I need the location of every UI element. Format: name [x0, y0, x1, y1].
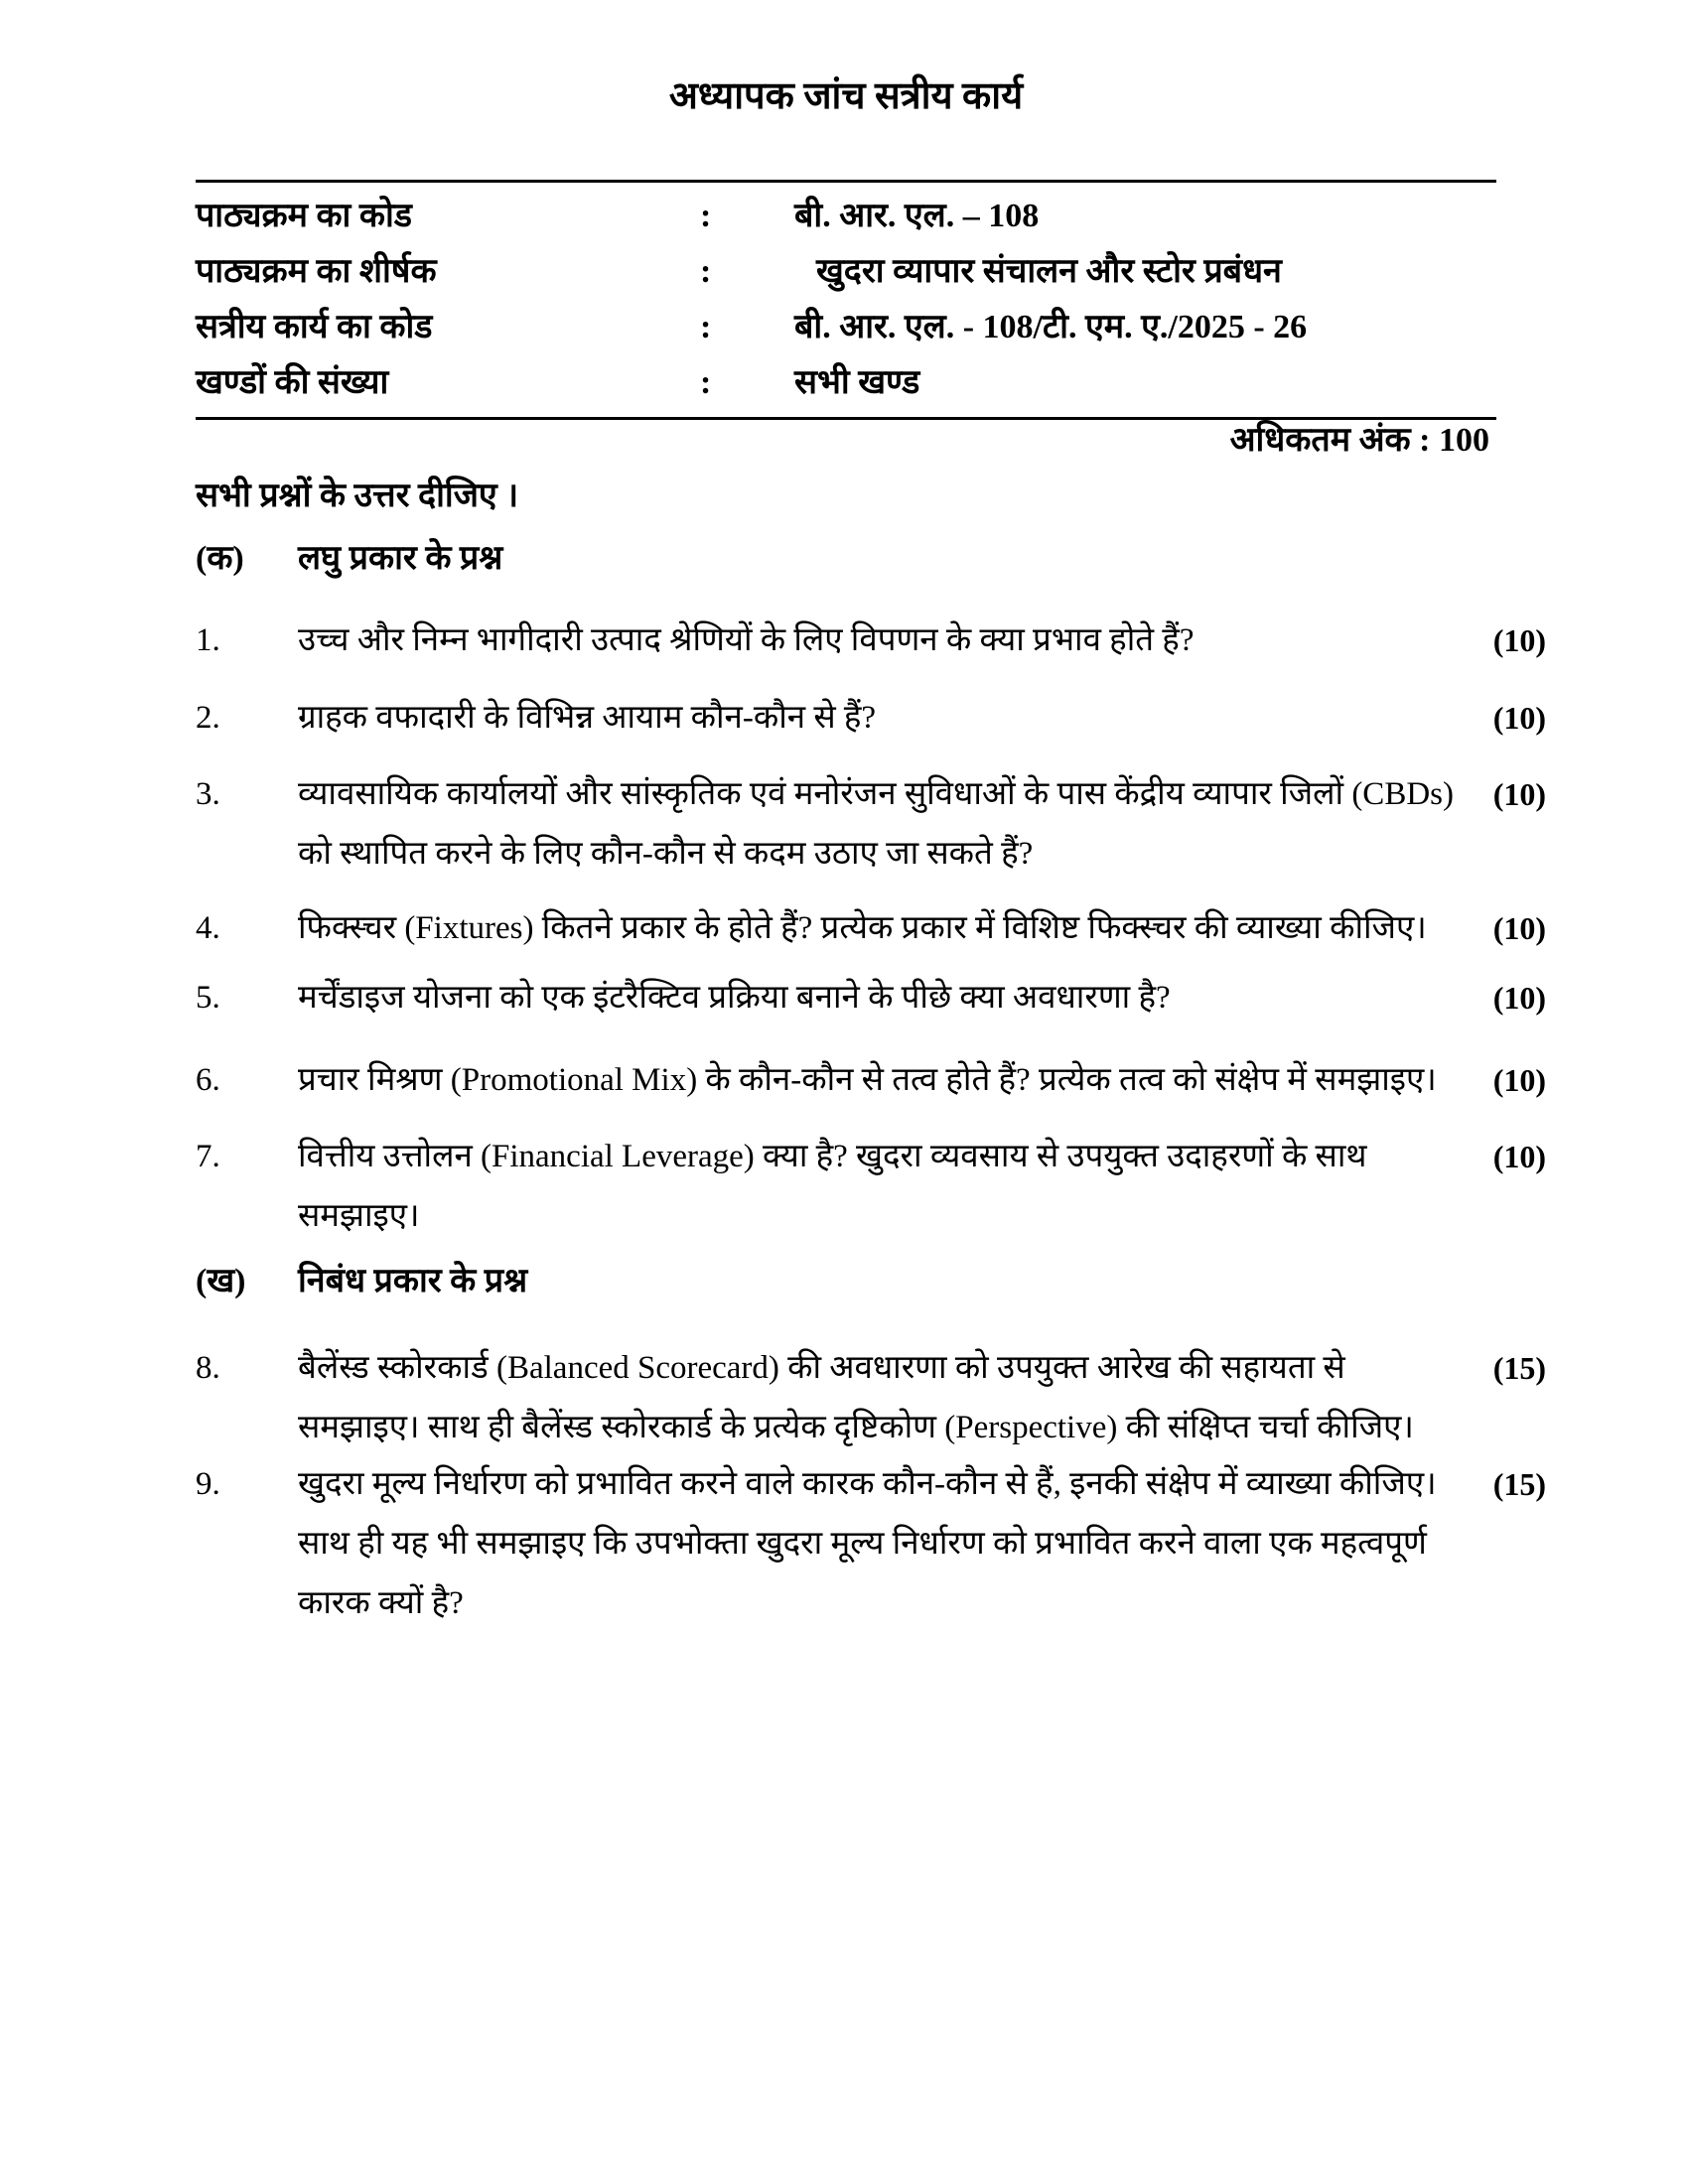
header-bottom-rule: [196, 417, 1496, 420]
question-number: 5.: [196, 980, 220, 1016]
question-line: ग्राहक वफादारी के विभिन्न आयाम कौन-कौन से हैं?: [298, 700, 877, 736]
question-text: [298, 1050, 1470, 1110]
section-id: (ख): [196, 1263, 246, 1299]
question-line: समझाइए। साथ ही बैलेंस्ड स्कोरकार्ड के प्रत्येक दृष्टिकोण (Perspective) की संक्षिप्त चर्चा कीजिए।: [298, 1410, 1414, 1445]
question-row-5: [196, 968, 1546, 1027]
question-text: [298, 1338, 1470, 1457]
field-colon: :: [700, 309, 712, 345]
question-row-4: [196, 898, 1546, 958]
field-label: पाठ्यक्रम का कोड: [196, 198, 412, 234]
field-value: सभी खण्ड: [794, 364, 920, 401]
question-row-1: [196, 611, 1546, 670]
header-row-sections-count: [196, 355, 1496, 411]
question-marks: (10): [1492, 776, 1546, 812]
question-text: [298, 1454, 1470, 1633]
question-line: उच्च और निम्न भागीदारी उत्पाद श्रेणियों के लिए विपणन के क्या प्रभाव होते हैं?: [298, 622, 1195, 658]
question-marks: (10): [1492, 1062, 1546, 1098]
question-number: 2.: [196, 700, 220, 736]
field-label: सत्रीय कार्य का कोड: [196, 309, 433, 345]
header-row-course-title: [196, 244, 1496, 300]
field-colon: :: [700, 364, 712, 401]
question-line: मर्चेंडाइज योजना को एक इंटरैक्टिव प्रक्रिया बनाने के पीछे क्या अवधारणा है?: [298, 980, 1171, 1016]
question-number: 7.: [196, 1139, 220, 1174]
question-marks: (15): [1492, 1350, 1546, 1386]
instruction-line: सभी प्रश्नों के उत्तर दीजिए ।: [196, 478, 519, 514]
question-number: 3.: [196, 776, 220, 812]
max-marks-label: अधिकतम अंक : 100: [1229, 422, 1489, 459]
question-marks: (10): [1492, 622, 1546, 658]
question-number: 4.: [196, 910, 220, 946]
question-number: 1.: [196, 622, 220, 658]
header-row-assignment-code: [196, 300, 1496, 355]
question-line: खुदरा मूल्य निर्धारण को प्रभावित करने वाले कारक कौन-कौन से हैं, इनकी संक्षेप में व्याख्या कीजिए।: [298, 1466, 1437, 1502]
question-line: बैलेंस्ड स्कोरकार्ड (Balanced Scorecard) की अवधारणा को उपयुक्त आरेख की सहायता से: [298, 1350, 1345, 1386]
question-row-6: [196, 1050, 1546, 1110]
question-line: फिक्स्चर (Fixtures) कितने प्रकार के होते हैं? प्रत्येक प्रकार में विशिष्ट फिक्स्चर की व्याख्या कीजिए।: [298, 910, 1427, 946]
section-heading: लघु प्रकार के प्रश्न: [298, 540, 503, 577]
section-a-header: [196, 536, 1546, 582]
question-marks: (10): [1492, 910, 1546, 946]
question-number: 9.: [196, 1466, 220, 1502]
page-title: अध्यापक जांच सत्रीय कार्य: [668, 75, 1024, 117]
field-label: पाठ्यक्रम का शीर्षक: [196, 253, 437, 290]
question-line: को स्थापित करने के लिए कौन-कौन से कदम उठाए जा सकते हैं?: [298, 836, 1034, 872]
question-marks: (10): [1492, 980, 1546, 1016]
section-heading: निबंध प्रकार के प्रश्न: [298, 1263, 528, 1299]
question-line: साथ ही यह भी समझाइए कि उपभोक्ता खुदरा मूल्य निर्धारण को प्रभावित करने वाला एक महत्वपूर्ण: [298, 1526, 1427, 1562]
field-colon: :: [700, 253, 712, 290]
question-text: [298, 898, 1470, 958]
question-line: प्रचार मिश्रण (Promotional Mix) के कौन-कौन से तत्व होते हैं? प्रत्येक तत्व को संक्षेप में समझाइए।: [298, 1062, 1437, 1098]
field-value: खुदरा व्यापार संचालन और स्टोर प्रबंधन: [816, 253, 1282, 290]
field-colon: :: [700, 198, 712, 234]
question-row-7: [196, 1127, 1546, 1246]
question-text: [298, 611, 1470, 670]
section-id: (क): [196, 540, 244, 577]
field-value: बी. आर. एल. - 108/टी. एम. ए./2025 - 26: [794, 309, 1308, 345]
question-row-2: [196, 688, 1546, 748]
question-marks: (15): [1492, 1466, 1546, 1502]
question-line: वित्तीय उत्तोलन (Financial Leverage) क्या है? खुदरा व्यवसाय से उपयुक्त उदाहरणों के साथ: [298, 1139, 1367, 1174]
question-row-3: [196, 764, 1546, 884]
section-b-header: [196, 1259, 1546, 1304]
question-line: कारक क्यों है?: [298, 1585, 464, 1621]
question-line: व्यावसायिक कार्यालयों और सांस्कृतिक एवं मनोरंजन सुविधाओं के पास केंद्रीय व्यापार जिलों (CBDs): [298, 776, 1454, 812]
question-number: 8.: [196, 1350, 220, 1386]
question-marks: (10): [1492, 1139, 1546, 1174]
question-text: [298, 688, 1470, 748]
header-top-rule: [196, 180, 1496, 183]
question-row-9: [196, 1454, 1546, 1633]
field-label: खण्डों की संख्या: [196, 364, 389, 401]
question-text: [298, 1127, 1470, 1246]
assignment-page: [196, 0, 1546, 2184]
question-text: [298, 764, 1470, 884]
header-row-course-code: [196, 189, 1496, 244]
question-line: समझाइए।: [298, 1198, 420, 1234]
question-text: [298, 968, 1470, 1027]
field-value: बी. आर. एल. – 108: [794, 198, 1040, 234]
question-marks: (10): [1492, 700, 1546, 736]
question-row-8: [196, 1338, 1546, 1457]
header-fields-block: [196, 189, 1496, 411]
question-number: 6.: [196, 1062, 220, 1098]
